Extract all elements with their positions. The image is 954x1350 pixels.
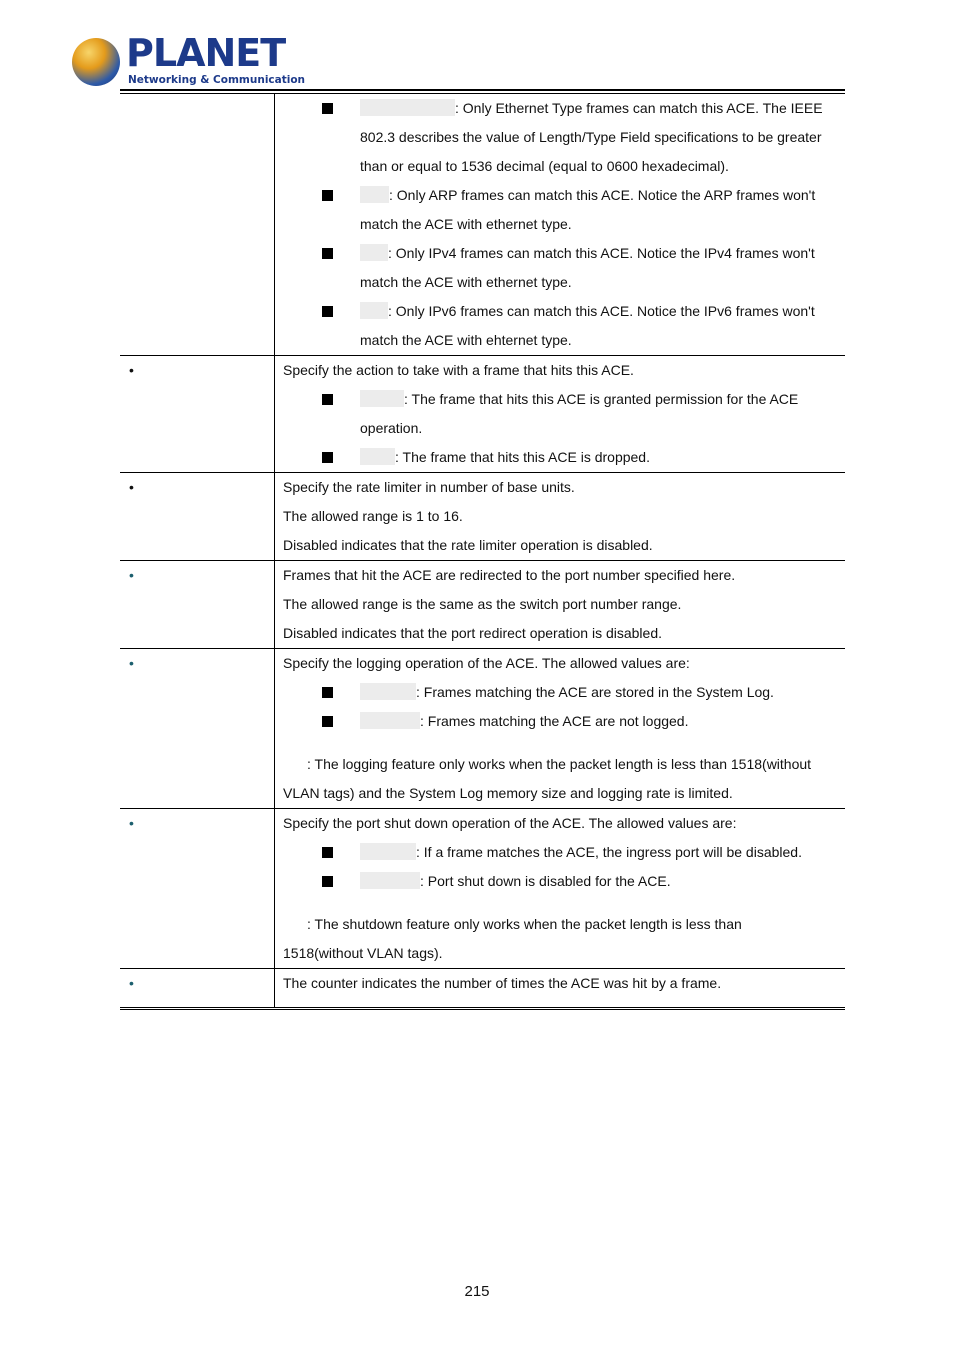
list-item [283, 297, 837, 326]
table-row-port-redirect [120, 561, 845, 649]
bullet-icon: • [129, 655, 134, 671]
param-label-cell [120, 969, 275, 1009]
square-bullet-icon [322, 716, 333, 727]
redacted-term [360, 99, 455, 116]
desc-line: Specify the rate limiter in number of base units. [283, 479, 575, 495]
list-item-cont: than or equal to 1536 decimal (equal to 0600 hexadecimal). [360, 158, 729, 174]
redacted-term [360, 302, 388, 319]
table-row-rate-limiter [120, 473, 845, 561]
param-desc-cell [275, 561, 846, 649]
redacted-term [360, 186, 389, 203]
param-label-cell [120, 356, 275, 473]
square-bullet-icon [322, 394, 333, 405]
desc-line: Disabled indicates that the rate limiter operation is disabled. [283, 537, 653, 553]
header-rule [120, 89, 845, 91]
list-item [283, 385, 837, 414]
list-item-cont: 802.3 describes the value of Length/Type Field specifications to be greater [360, 129, 822, 145]
param-desc-cell [275, 356, 846, 473]
bullet-icon: • [129, 567, 134, 583]
item-text: : The frame that hits this ACE is dropped. [395, 449, 650, 465]
list-item [283, 678, 837, 707]
param-label-cell [120, 473, 275, 561]
note-line: : The logging feature only works when the packet length is less than 1518(without [307, 756, 812, 772]
note-line: VLAN tags) and the System Log memory size and logging rate is limited. [283, 785, 733, 801]
square-bullet-icon [322, 306, 333, 317]
list-item [283, 867, 837, 896]
bullet-icon: • [129, 975, 134, 991]
param-label-cell [120, 561, 275, 649]
desc-line: The allowed range is 1 to 16. [283, 508, 463, 524]
square-bullet-icon [322, 248, 333, 259]
redacted-term [360, 390, 404, 407]
item-text: : Only IPv4 frames can match this ACE. Notice the IPv4 frames won't [388, 245, 815, 261]
desc-line: Frames that hit the ACE are redirected to the port number specified here. [283, 567, 736, 583]
bullet-icon: • [129, 815, 134, 831]
table-row-shutdown [120, 809, 845, 969]
param-desc-cell [275, 809, 846, 969]
item-text: : Only Ethernet Type frames can match this ACE. The IEEE [455, 100, 823, 116]
square-bullet-icon [322, 190, 333, 201]
param-desc-cell [275, 969, 846, 1009]
list-item [283, 181, 837, 210]
param-label-cell [120, 94, 275, 356]
bullet-icon: • [129, 479, 134, 495]
desc-intro: Specify the port shut down operation of the ACE. The allowed values are: [283, 815, 737, 831]
list-item [283, 443, 837, 472]
square-bullet-icon [322, 452, 333, 463]
square-bullet-icon [322, 847, 333, 858]
desc-intro: Specify the logging operation of the ACE. The allowed values are: [283, 655, 690, 671]
desc-line: Disabled indicates that the port redirect operation is disabled. [283, 625, 662, 641]
param-desc-cell [275, 473, 846, 561]
note-line: 1518(without VLAN tags). [283, 945, 443, 961]
desc-line: The allowed range is the same as the switch port number range. [283, 596, 682, 612]
desc-line: The counter indicates the number of times the ACE was hit by a frame. [283, 975, 722, 991]
table-row-counter [120, 969, 845, 1009]
redacted-term [360, 244, 388, 261]
list-item-cont: match the ACE with ethernet type. [360, 216, 572, 232]
param-desc-cell [275, 649, 846, 809]
item-text: : Only IPv6 frames can match this ACE. Notice the IPv6 frames won't [388, 303, 815, 319]
list-item-cont: match the ACE with ehternet type. [360, 332, 572, 348]
item-text: : If a frame matches the ACE, the ingress port will be disabled. [416, 844, 802, 860]
item-text: : Frames matching the ACE are stored in the System Log. [416, 684, 774, 700]
spacer [283, 896, 837, 910]
table-row-action [120, 356, 845, 473]
globe-logo-icon [72, 38, 120, 86]
list-item [283, 94, 837, 123]
list-item [283, 239, 837, 268]
list-item-cont: operation. [360, 420, 423, 436]
list-item-cont: match the ACE with ethernet type. [360, 274, 572, 290]
page-number: 215 [464, 1283, 490, 1300]
brand-name: PLANET [126, 31, 286, 75]
item-text: : Frames matching the ACE are not logged. [420, 713, 689, 729]
brand-tagline: Networking & Communication [128, 74, 306, 86]
item-text: : The frame that hits this ACE is granted permission for the ACE [404, 391, 799, 407]
param-label-cell [120, 809, 275, 969]
square-bullet-icon [322, 687, 333, 698]
list-item [283, 838, 837, 867]
parameter-table [120, 94, 845, 1010]
redacted-term [360, 872, 420, 889]
list-item [283, 707, 837, 736]
square-bullet-icon [322, 876, 333, 887]
note-line: : The shutdown feature only works when the packet length is less than [307, 916, 742, 932]
square-bullet-icon [322, 103, 333, 114]
item-text: : Port shut down is disabled for the ACE. [420, 873, 671, 889]
spacer [283, 736, 837, 750]
planet-logo [72, 31, 306, 90]
bullet-icon: • [129, 362, 134, 378]
table-row-logging [120, 649, 845, 809]
desc-intro: Specify the action to take with a frame that hits this ACE. [283, 362, 634, 378]
redacted-term [360, 448, 395, 465]
param-desc-cell [275, 94, 846, 356]
item-text: : Only ARP frames can match this ACE. Notice the ARP frames won't [389, 187, 816, 203]
redacted-term [360, 712, 420, 729]
redacted-term [360, 683, 416, 700]
table-row-frame-type [120, 94, 845, 356]
redacted-term [360, 843, 416, 860]
param-label-cell [120, 649, 275, 809]
